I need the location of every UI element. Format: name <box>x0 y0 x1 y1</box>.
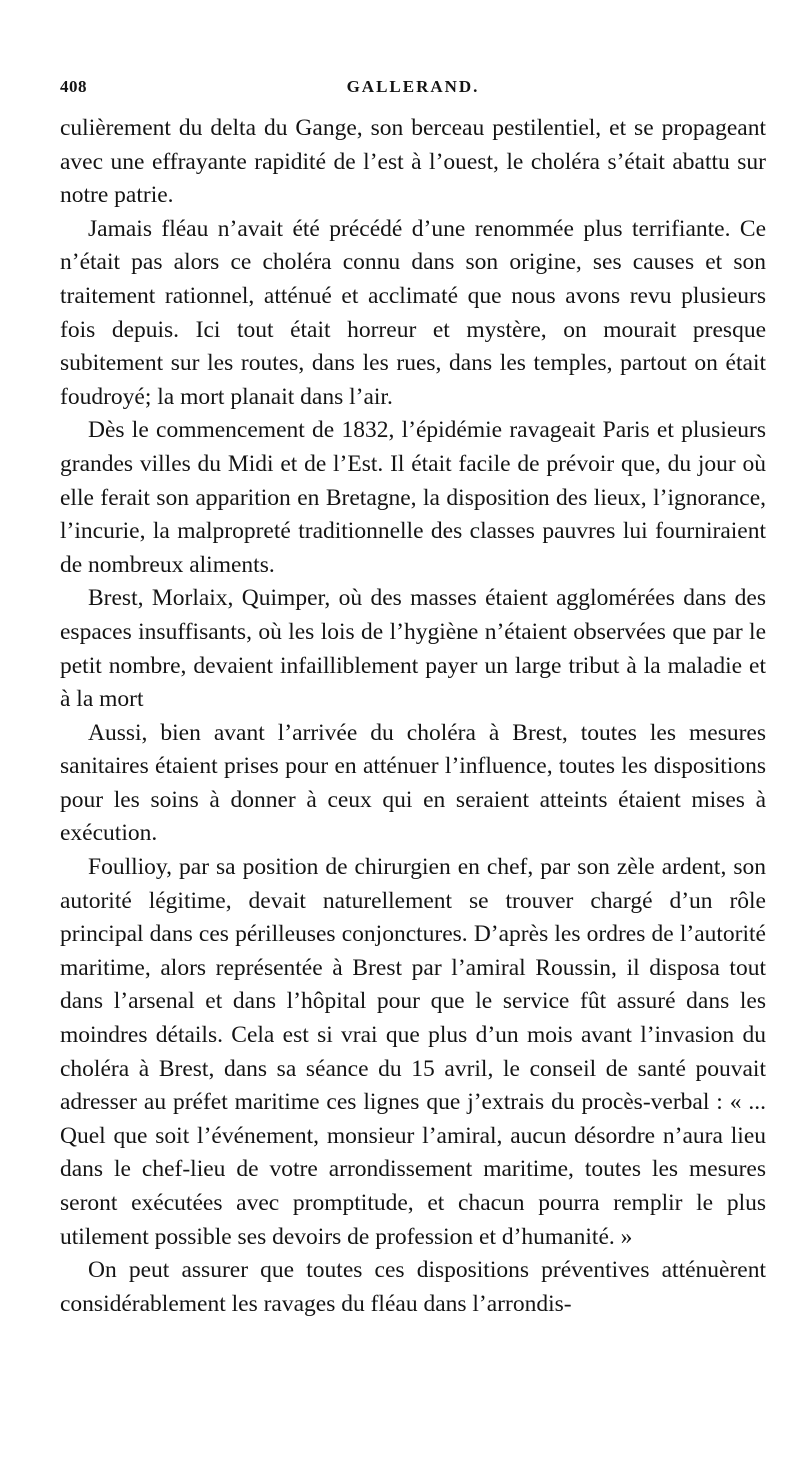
paragraph-dispositions: On peut assurer que toutes ces dispositions préventives atténuèrent considérablement les ravages du fléau dans l’arrondis- <box>60 1257 766 1317</box>
running-head <box>60 72 766 112</box>
paragraph-villes: Brest, Morlaix, Quimper, où des masses étaient agglomérées dans des espaces insuffisants, où les lois de l’hygiène n’étaient observées que par le petit nombre, devaient infailliblement payer un large tribut à la maladie et à la mort <box>60 585 766 713</box>
paragraph-epidemie: Dès le commencement de 1832, l’épidémie ravageait Paris et plusieurs grandes villes du Midi et de l’Est. Il était facile de prévoir que, du jour où elle ferait son apparition en Bretagne, la disposition des lieux, l’ignorance, l’incurie, la malpropreté traditionnelle des classes pauvres lui fourniraient de nombreux aliments. <box>60 417 766 578</box>
paragraph-fleau: Jamais fléau n’avait été précédé d’une renommée plus terrifiante. Ce n’était pas alors ce choléra connu dans son origine, ses causes et son traitement rationnel, atténué et acclimaté que nous avons revu plusieurs fois depuis. Ici tout était horreur et mystère, on mourait presque subitement sur les routes, dans les rues, dans les temples, partout on était foudroyé; la mort planait dans l’air. <box>60 215 766 410</box>
book-page <box>60 72 766 1321</box>
page-number: 408 <box>60 77 87 96</box>
paragraph-mesures: Aussi, bien avant l’arrivée du choléra à Brest, toutes les mesures sanitaires étaient prises pour en atténuer l’influence, toutes les dispositions pour les soins à donner à ceux qui en seraient atteints étaient mises à exécution. <box>60 719 766 847</box>
body-text <box>60 112 766 1321</box>
paragraph-foullioy: Foullioy, par sa position de chirurgien en chef, par son zèle ardent, son autorité légitime, devait naturellement se trouver chargé d’un rôle principal dans ces périlleuses conjonctures. D’après les ordres de l’autorité maritime, alors représentée à Brest par l’amiral Roussin, il disposa tout dans l’arsenal et dans l’hôpital pour que le service fût assuré dans les moindres détails. Cela est si vrai que plus d’un mois avant l’invasion du choléra à Brest, dans sa séance du 15 avril, le conseil de santé pouvait adresser au préfet maritime ces lignes que j’extrais du procès-verbal : « ... Quel que soit l’événement, monsieur l’amiral, aucun désordre n’aura lieu dans le chef-lieu de votre arrondissement maritime, toutes les mesures seront exécutées avec promptitude, et chacun pourra remplir le plus utilement possible ses devoirs de profession et d’humanité. » <box>60 854 766 1250</box>
running-title: GALLERAND. <box>346 77 480 96</box>
paragraph-continued: culièrement du delta du Gange, son berceau pestilentiel, et se propageant avec une effrayante rapidité de l’est à l’ouest, le choléra s’était abattu sur notre patrie. <box>60 115 766 209</box>
